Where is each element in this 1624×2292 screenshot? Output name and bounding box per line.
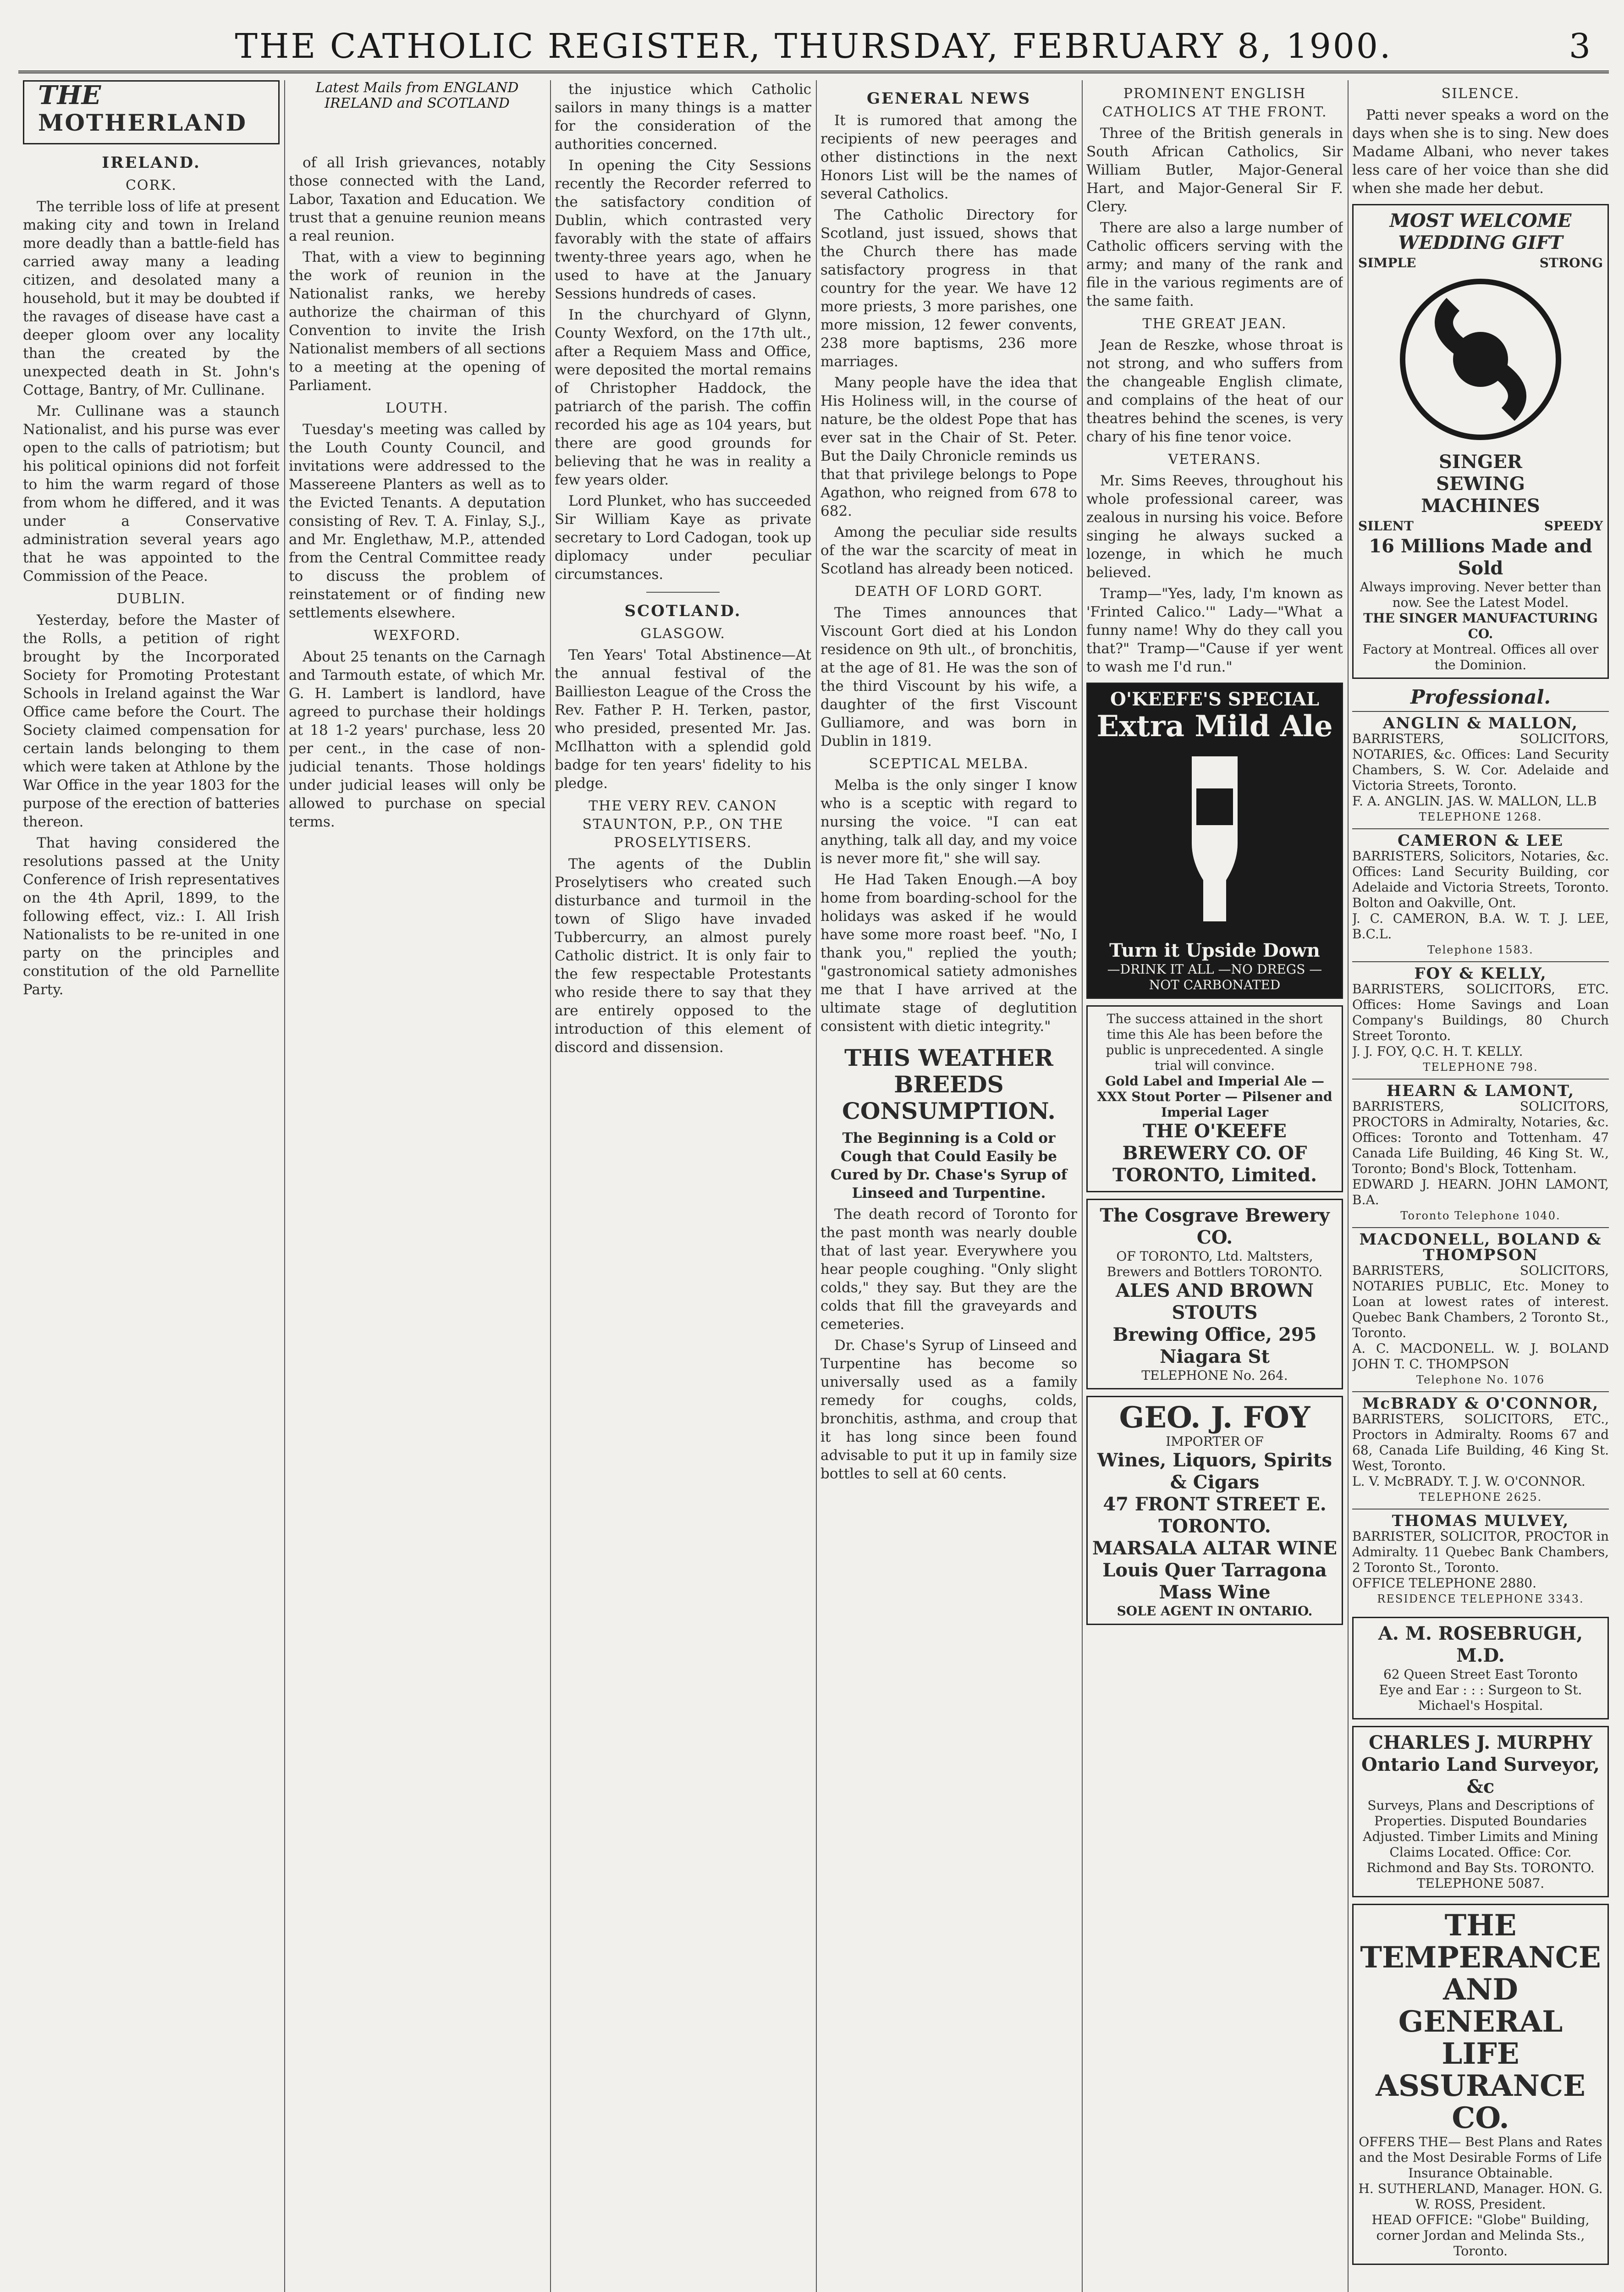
murphy-name: CHARLES J. MURPHY	[1369, 1732, 1592, 1753]
okeefe-drink: —DRINK IT ALL —NO DREGS —NOT CARBONATED	[1107, 962, 1322, 992]
article-paragraph: Many people have the idea that His Holiness will, in the course of nature, be the oldest Pope that has ever sat in the Chair of St. Peter. But the Daily Chronicle reminds us that that privilege belongs to Pope Agathon, who reigned from 678 to 682.	[820, 375, 1077, 519]
consumption-subhead: The Beginning is a Cold or Cough that Could Easily be Cured by Dr. Chase's Syrup of Linseed and Turpentine.	[830, 1130, 1068, 1201]
card-extra: EDWARD J. HEARN. JOHN LAMONT, B.A.	[1352, 1177, 1609, 1207]
singer-bottom-labels	[1358, 517, 1603, 535]
article-paragraph: About 25 tenants on the Carnagh and Tarmouth estate, of which Mr. G. H. Lambert is landlord, have agreed to purchase their holdings at 18 1-2 years' purchase, less 20 per cent., in the case of non-judicial tenants. Those holdings under judicial leases will only be allowed to purchase on special terms.	[289, 649, 545, 830]
heading-louth: LOUTH.	[385, 400, 449, 416]
temperance-officers: H. SUTHERLAND, Manager. HON. G. W. ROSS, President.	[1358, 2181, 1603, 2212]
card-extra: J. C. CAMERON, B.A. W. T. J. LEE, B.C.L.	[1352, 911, 1609, 942]
rosebrugh-ad	[1352, 1617, 1609, 1719]
article-paragraph: It is rumored that among the recipients of new peerages and other distinctions in the next Honors List will be the names of several Catholics.	[820, 112, 1077, 202]
column-rule	[1348, 80, 1349, 2292]
singer-ad	[1352, 204, 1609, 679]
temperance-title-1: THE TEMPERANCE	[1360, 1908, 1601, 1975]
motherland-the: THE	[38, 80, 101, 110]
divider	[646, 592, 720, 593]
article-paragraph: The death record of Toronto for the past month was nearly double that of last year. Everywhere you hear people coughing. "Only slight colds," they say. But they are the colds that fill the graveyards and cemeteries.	[820, 1206, 1077, 1333]
article-paragraph: Ten Years' Total Abstinence—At the annual festival of the Baillieston League of the Cross the Rev. Father P. H. Terken, pastor, who presided, presented Mr. Jas. McIlhatton with a splendid gold badge for ten years' fidelity to his pledge.	[555, 647, 811, 792]
okeefe-note: The success attained in the short time this Ale has been before the public is unprecedented. A single trial will convince.	[1106, 1011, 1324, 1073]
card-tel: Toronto Telephone 1040.	[1400, 1209, 1561, 1222]
okeefe-ale-ad	[1086, 683, 1343, 999]
card-tel: RESIDENCE TELEPHONE 3343.	[1377, 1592, 1584, 1605]
column-4	[820, 80, 1077, 2292]
heading-ireland: IRELAND.	[102, 154, 201, 172]
singer-millions: 16 Millions Made and Sold	[1369, 535, 1592, 579]
card-extra: L. V. McBRADY. T. J. W. O'CONNOR.	[1352, 1474, 1585, 1489]
heading-wexford: WEXFORD.	[373, 628, 461, 644]
ale-bottle-icon	[1146, 747, 1283, 931]
singer-improving: Always improving. Never better than now. See the Latest Model.	[1360, 579, 1602, 610]
article-paragraph: That, with a view to beginning the work of reunion in the Nationalist ranks, we hereby authorize the chairman of this Convention to invite the Irish Nationalist members of all sections to a meeting at the opening of Parliament.	[289, 249, 545, 394]
heading-canon-staunton: THE VERY REV. CANON STAUNTON, P.P., ON THE PROSELYTISERS.	[582, 798, 784, 851]
foy-wines: Wines, Liquors, Spirits & Cigars	[1097, 1449, 1332, 1493]
card-name: CAMERON & LEE	[1397, 832, 1564, 850]
column-6	[1352, 80, 1609, 2292]
card-name: THOMAS MULVEY,	[1392, 1512, 1569, 1530]
heading-general-news: GENERAL NEWS	[866, 89, 1031, 108]
latest-mails: Latest Mails from ENGLAND IRELAND and SCOTLAND	[315, 80, 519, 111]
foy-sub: IMPORTER OF	[1166, 1434, 1264, 1449]
article-paragraph: The terrible loss of life at present making city and town in Ireland more deadly than a battle-field has carried away many a leading citizen, and desolated many a household, but it may be doubted if the ravages of disease have cast a deeper gloom over any locality than the created by the unexpected death in St. John's Cottage, Bantry, of Mr. Cullinane.	[23, 198, 280, 398]
column-1	[23, 80, 280, 2292]
article-paragraph: Tramp—"Yes, lady, I'm known as 'Frinted Calico.'" Lady—"What a funny name! Why do they call you that?" Tramp—"Cause if yer went to wash me I'd run."	[1086, 585, 1343, 675]
okeefe-title: O'KEEFE'S SPECIAL	[1110, 689, 1319, 710]
singer-company: THE SINGER MANUFACTURING CO.	[1363, 611, 1598, 641]
professional-card	[1352, 1509, 1609, 1610]
article-paragraph: Yesterday, before the Master of the Rolls, a petition of right brought by the Incorporated Society for Promoting Protestant Schools in Ireland against the War Office came before the Court. The Society claimed compensation for certain lands belonging to them which were taken at Athlone by the War Office in the year 1803 for the purpose of the erection of batteries thereon.	[23, 612, 280, 830]
okeefe-ale: Extra Mild Ale	[1096, 709, 1333, 744]
singer-speedy: SPEEDY	[1544, 518, 1603, 534]
card-tel: TELEPHONE 2625.	[1419, 1491, 1542, 1504]
cosgrave-title: The Cosgrave Brewery CO.	[1100, 1205, 1330, 1248]
card-extra: J. J. FOY, Q.C. H. T. KELLY.	[1352, 1044, 1523, 1059]
card-name: MACDONELL, BOLAND & THOMPSON	[1359, 1230, 1602, 1264]
column-rule	[550, 80, 551, 2292]
heading-lord-gort: DEATH OF LORD GORT.	[854, 584, 1043, 600]
card-body: BARRISTERS, SOLICITORS, NOTARIES, &c. Offices: Land Security Chambers, S. W. Cor. Adelaide and Victoria Streets, Toronto.	[1352, 731, 1609, 793]
card-tel: TELEPHONE 798.	[1423, 1061, 1538, 1074]
card-tel: TELEPHONE 1268.	[1419, 810, 1542, 823]
column-rule	[284, 80, 285, 2292]
article-paragraph: Three of the British generals in South African Catholics, Sir William Butler, Major-General Hart, and Major-General Sir F. Clery.	[1086, 125, 1343, 215]
singer-wedding-gift: WEDDING GIFT	[1398, 232, 1563, 253]
card-body: BARRISTER, SOLICITOR, PROCTOR in Admiralty. 11 Quebec Bank Chambers, 2 Toronto St., Toronto.	[1352, 1529, 1609, 1575]
card-body: BARRISTERS, SOLICITORS, NOTARIES PUBLIC, Etc. Money to Loan at lowest rates of interest. Quebec Bank Chambers, 2 Toronto St., Toronto.	[1352, 1263, 1609, 1340]
article-paragraph: There are also a large number of Catholic officers serving with the army; and many of the rank and file in the various regiments are of the same faith.	[1086, 220, 1343, 309]
professional-card	[1352, 1079, 1609, 1227]
foy-address: 47 FRONT STREET E. TORONTO.	[1103, 1493, 1327, 1537]
article-paragraph: Melba is the only singer I know who is a sceptic with regard to nursing the voice. "I can eat anything, talk all day, and my voice is never more fit," she will say.	[820, 777, 1077, 867]
article-paragraph: Mr. Sims Reeves, throughout his whole professional career, was zealous in nursing his voice. Before singing he always sucked a lozenge, in which he much believed.	[1086, 473, 1343, 581]
article-paragraph: the injustice which Catholic sailors in many things is a matter for the consideration of the authorities concerned.	[555, 81, 811, 153]
card-tel: Telephone 1583.	[1427, 943, 1534, 956]
article-paragraph: The Times announces that Viscount Gort died at his London residence on 9th ult., of bronchitis, at the age of 81. He was the son of the third Viscount by his wife, a daughter of the first Viscount Gulliamore, and was born in Dublin in 1819.	[820, 605, 1077, 749]
foy-title: GEO. J. FOY	[1119, 1400, 1310, 1435]
murphy-sub: Ontario Land Surveyor, &c	[1361, 1754, 1600, 1797]
card-tel: Telephone No. 1076	[1416, 1373, 1545, 1386]
article-paragraph: Tuesday's meeting was called by the Louth County Council, and invitations were addressed to the Massereene Planters as well as to the Evicted Tenants. A deputation consisting of Rev. T. A. Finlay, S.J., and Mr. Englethaw, M.P., attended from the Central Committee ready to discuss the problem of reinstatement or of finding new settlements elsewhere.	[289, 421, 545, 621]
cosgrave-tel: TELEPHONE No. 264.	[1141, 1368, 1288, 1383]
temperance-ad	[1352, 1904, 1609, 2265]
article-paragraph: He Had Taken Enough.—A boy home from boarding-school for the holidays was asked if he would have some more roast beef. "No, I thank you," replied the youth; "gastronomical satiety admonishes me that I have arrived at the ultimate stage of deglutition consistent with dietic integrity."	[820, 871, 1077, 1035]
professional-card	[1352, 1391, 1609, 1509]
article-paragraph: Lord Plunket, who has succeeded Sir William Kaye as private secretary to Lord Cadogan, took up diplomacy under peculiar circumstances.	[555, 493, 811, 583]
heading-prominent-catholics: PROMINENT ENGLISH CATHOLICS AT THE FRONT.	[1102, 86, 1327, 120]
rosebrugh-address: 62 Queen Street East Toronto	[1383, 1667, 1578, 1682]
heading-veterans: VETERANS.	[1168, 452, 1261, 468]
singer-factory: Factory at Montreal. Offices all over the Dominion.	[1362, 642, 1599, 672]
article-paragraph: Among the peculiar side results of the war the scarcity of meat in Scotland has already been noticed.	[820, 524, 1077, 577]
heading-dublin: DUBLIN.	[116, 591, 186, 607]
article-paragraph: Patti never speaks a word on the days when she is to sing. New does Madame Albani, who never takes less care of her voice than she did when she made her debut.	[1352, 107, 1609, 197]
card-body: BARRISTERS, Solicitors, Notaries, &c. Offices: Land Security Building, cor Adelaide and Victoria Streets, Toronto. Bolton and Oakville, Ont.	[1352, 848, 1609, 910]
foy-louis: Louis Quer Tarragona Mass Wine	[1102, 1559, 1327, 1603]
heading-glasgow: GLASGOW.	[640, 626, 726, 642]
cosgrave-sub: OF TORONTO, Ltd. Maltsters, Brewers and Bottlers TORONTO.	[1107, 1249, 1323, 1279]
article-paragraph: Mr. Cullinane was a staunch Nationalist, and his purse was ever open to the calls of patriotism; but his political opinions did not forfeit to him the warm regard of those from whom he differed, and it was under a Conservative administration several years ago that he was appointed to the Commission of the Peace.	[23, 403, 280, 584]
foy-sole-agent: SOLE AGENT IN ONTARIO.	[1117, 1603, 1313, 1619]
article-paragraph: Jean de Reszke, whose throat is not strong, and who suffers from the changeable English climate, and complains of the heat of our theatres behind the scenes, is very chary of his fine tenor voice.	[1086, 337, 1343, 445]
murphy-tel: TELEPHONE 5087.	[1416, 1876, 1545, 1891]
page-title: THE CATHOLIC REGISTER, THURSDAY, FEBRUARY 8, 1900.	[235, 27, 1393, 66]
heading-great-jean: THE GREAT JEAN.	[1142, 316, 1287, 332]
article-paragraph: of all Irish grievances, notably those connected with the Land, Labor, Taxation and Education. We trust that a genuine reunion means a real reunion.	[289, 154, 545, 244]
masthead	[18, 18, 1609, 73]
foy-wines-ad	[1086, 1396, 1343, 1625]
article-paragraph: In the churchyard of Glynn, County Wexford, on the 17th ult., after a Requiem Mass and Office, were deposited the mortal remains of Christopher Haddock, the patriarch of the parish. The coffin recorded his age as 104 years, but there are good grounds for believing that he was in reality a few years older.	[555, 307, 811, 488]
singer-name: SINGER	[1438, 451, 1523, 473]
temperance-title-3: ASSURANCE CO.	[1376, 2069, 1585, 2135]
card-name: HEARN & LAMONT,	[1386, 1082, 1575, 1100]
professional-card	[1352, 828, 1609, 961]
singer-simple: SIMPLE	[1358, 255, 1416, 270]
column-2	[289, 80, 545, 2292]
article-paragraph: The agents of the Dublin Proselytisers who created such disturbance and turmoil in the town of Sligo have invaded Tubbercurry, an almost purely Catholic district. It is only fair to the few respectable Protestants who reside there to say that they are entirely opposed to the introduction of this element of discord and dissension.	[555, 856, 811, 1056]
temperance-title-2: AND GENERAL LIFE	[1398, 1972, 1563, 2071]
column-rule	[1082, 80, 1083, 2292]
heading-silence: SILENCE.	[1441, 86, 1520, 102]
card-name: McBRADY & O'CONNOR,	[1362, 1394, 1599, 1413]
card-extra: A. C. MACDONELL. W. J. BOLAND JOHN T. C. THOMPSON	[1352, 1341, 1609, 1372]
column-rule	[816, 80, 817, 2292]
card-extra: OFFICE TELEPHONE 2880.	[1352, 1576, 1536, 1591]
professional-card	[1352, 1227, 1609, 1391]
murphy-ad	[1352, 1726, 1609, 1897]
card-body: BARRISTERS, SOLICITORS, PROCTORS in Admiralty, Notaries, &c. Offices: Toronto and Tottenham. 47 Canada Life Building, 46 King St. W., Toronto; Bond's Block, Tottenham.	[1352, 1099, 1609, 1176]
cosgrave-ales: ALES AND BROWN STOUTS	[1115, 1280, 1314, 1323]
singer-silent: SILENT	[1358, 518, 1414, 534]
temperance-office: HEAD OFFICE: "Globe" Building, corner Jordan and Melinda Sts., Toronto.	[1371, 2212, 1590, 2259]
singer-strong: STRONG	[1539, 255, 1603, 270]
okeefe-turn: Turn it Upside Down	[1109, 940, 1320, 961]
column-5	[1086, 80, 1343, 2292]
okeefe-company: THE O'KEEFE BREWERY CO. OF TORONTO, Limited.	[1112, 1120, 1317, 1186]
heading-sceptical-melba: SCEPTICAL MELBA.	[869, 756, 1029, 772]
heading-cork: CORK.	[125, 177, 177, 193]
card-body: BARRISTERS, SOLICITORS, ETC. Offices: Home Savings and Loan Company's Buildings, 80 Church Street Toronto.	[1352, 981, 1609, 1043]
okeefe-details	[1086, 1005, 1343, 1192]
newspaper-page	[18, 0, 1609, 2292]
rosebrugh-specialty: Eye and Ear : : : Surgeon to St. Michael's Hospital.	[1379, 1682, 1582, 1713]
card-body: BARRISTERS, SOLICITORS, ETC., Proctors in Admiralty. Rooms 67 and 68, Canada Life Building, 46 King St. West, Toronto.	[1352, 1411, 1609, 1473]
heading-scotland: SCOTLAND.	[624, 602, 742, 620]
cosgrave-brewery-ad	[1086, 1199, 1343, 1389]
article-paragraph: That having considered the resolutions passed at the Unity Conference of Irish representatives on the 4th April, 1899, to the following effect, viz.: I. All Irish Nationalists to be re-united in one party on the principles and constitution of the old Parnellite Party.	[23, 835, 280, 998]
article-paragraph: Dr. Chase's Syrup of Linseed and Turpentine has become so universally used as a family remedy for coughs, colds, bronchitis, asthma, and croup that it has long since been found advisable to put it up in family size bottles to sell at 60 cents.	[820, 1337, 1077, 1482]
column-3	[555, 80, 811, 2292]
singer-welcome: MOST WELCOME	[1389, 210, 1572, 231]
consumption-headline: THIS WEATHER BREEDS CONSUMPTION.	[842, 1044, 1056, 1124]
cosgrave-office: Brewing Office, 295 Niagara St	[1112, 1324, 1317, 1367]
page-number: 3	[1569, 27, 1591, 66]
foy-marsala: MARSALA ALTAR WINE	[1092, 1537, 1337, 1559]
professional-card	[1352, 711, 1609, 828]
rosebrugh-name: A. M. ROSEBRUGH, M.D.	[1378, 1623, 1583, 1666]
singer-machines: MACHINES	[1421, 495, 1540, 517]
singer-top-labels	[1358, 254, 1603, 272]
motherland-header	[23, 80, 280, 144]
card-extra: F. A. ANGLIN. JAS. W. MALLON, LL.B	[1352, 793, 1597, 809]
article-paragraph: The Catholic Directory for Scotland, just issued, shows that the Church there has made satisfactory progress in that country for the year. We have 12 more priests, 3 more parishes, one more mission, 12 fewer convents, 238 more baptisms, 236 more marriages.	[820, 207, 1077, 370]
card-name: ANGLIN & MALLON,	[1383, 714, 1578, 733]
professional-heading: Professional.	[1410, 686, 1551, 708]
okeefe-brands: Gold Label and Imperial Ale — XXX Stout Porter — Pilsener and Imperial Lager	[1097, 1074, 1332, 1120]
temperance-body: OFFERS THE— Best Plans and Rates and the Most Desirable Forms of Life Insurance Obtainable.	[1359, 2134, 1602, 2181]
card-name: FOY & KELLY,	[1414, 964, 1547, 983]
singer-logo-icon	[1398, 277, 1563, 442]
murphy-body: Surveys, Plans and Descriptions of Properties. Disputed Boundaries Adjusted. Timber Limits and Mining Claims Located. Office: Cor. Richmond and Bay Sts. TORONTO.	[1363, 1798, 1598, 1875]
motherland-title: MOTHERLAND	[38, 109, 248, 136]
singer-sewing: SEWING	[1436, 473, 1525, 495]
article-paragraph: In opening the City Sessions recently the Recorder referred to the satisfactory condition of Dublin, which contrasted very favorably with the state of affairs twenty-three years ago, when he used to have at the January Sessions hundreds of cases.	[555, 157, 811, 302]
professional-card	[1352, 961, 1609, 1079]
professional-cards	[1352, 711, 1609, 1610]
